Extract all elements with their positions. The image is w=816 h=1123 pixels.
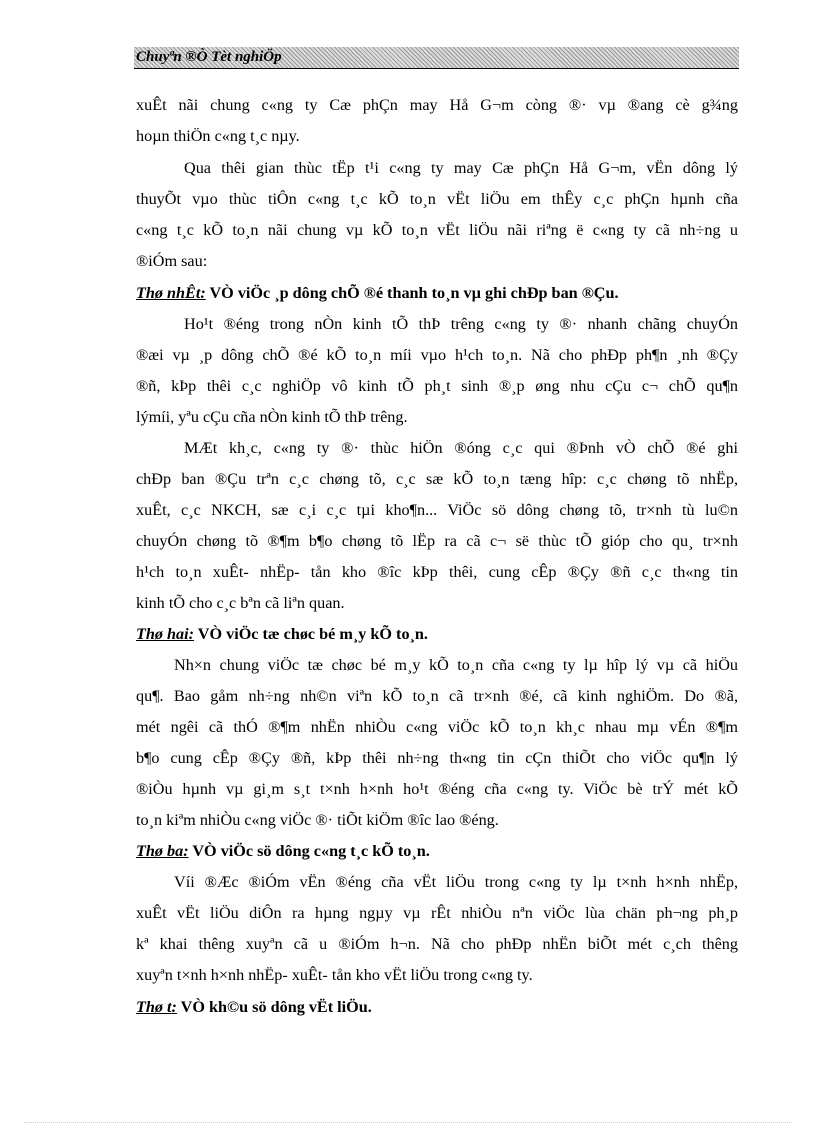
s1-line-9: h¹ch to¸n xuÊt- nhËp- tån kho ®îc kÞp thêi, cung cÊp ®Çy ®ñ c¸c th«ng tin — [136, 563, 738, 581]
s3-line-2: xuÊt vËt liÖu diÔn ra hµng ngµy vµ rÊt nhiÒu nªn viÖc lùa chän ph¬ng ph¸p — [136, 904, 738, 922]
section-2-heading — [136, 624, 738, 644]
s2-line-3: mét ngêi cã thÓ ®¶m nhËn nhiÒu c«ng viÖc kÕ to¸n kh¸c nhau mµ vÉn ®¶m — [136, 718, 738, 736]
s3-line-4: xuyªn t×nh h×nh nhËp- xuÊt- tån kho vËt liÖu trong c«ng ty. — [136, 966, 533, 984]
section-3-heading — [136, 841, 738, 861]
intro-line-5: c«ng t¸c kÕ to¸n nãi chung vµ kÕ to¸n vËt liÖu nãi riªng ë c«ng ty cã nh÷ng u — [136, 221, 738, 239]
intro-line-4: thuyÕt vµo thùc tiÔn c«ng t¸c kÕ to¸n vËt liÖu em thÊy c¸c phÇn hµnh cña — [136, 190, 738, 208]
section-1-heading — [136, 283, 738, 303]
page-header-band — [134, 47, 739, 69]
section-1-lead: Thø nhÊt: — [136, 284, 206, 302]
s1-line-10: kinh tÕ cho c¸c bªn cã liªn quan. — [136, 594, 345, 612]
intro-line-2: hoµn thiÖn c«ng t¸c nµy. — [136, 127, 300, 145]
s2-line-2: qu¶. Bao gåm nh÷ng nh©n viªn kÕ to¸n cã tr×nh ®é, cã kinh nghiÖm. Do ®ã, — [136, 687, 738, 705]
section-1-title: VÒ viÖc ¸p dông chÕ ®é thanh to¸n vµ ghi chÐp ban ®Çu. — [205, 284, 619, 302]
section-2-lead: Thø hai: — [136, 625, 195, 643]
s3-line-1: Víi ®Æc ®iÓm vËn ®éng cña vËt liÖu trong c«ng ty lµ t×nh h×nh nhËp, — [174, 873, 738, 891]
s1-line-1: Ho¹t ®éng trong nÒn kinh tÕ thÞ trêng c«ng ty ®· nhanh chãng chuyÓn — [184, 315, 738, 333]
section-3-lead: Thø ba: — [136, 842, 189, 860]
s2-line-1: Nh×n chung viÖc tæ chøc bé m¸y kÕ to¸n cña c«ng ty lµ hîp lý vµ cã hiÖu — [174, 656, 738, 674]
s1-line-7: xuÊt, c¸c NKCH, sæ c¸i c¸c tµi kho¶n... ViÖc sö dông chøng tõ, tr×nh tù lu©n — [136, 501, 738, 519]
section-4-heading — [136, 997, 738, 1017]
s1-line-3: ®ñ, kÞp thêi c¸c nghiÖp vô kinh tÕ ph¸t sinh ®¸p øng nhu cÇu c¬ chÕ qu¶n — [136, 377, 738, 395]
s1-line-2: ®æi vµ ¸p dông chÕ ®é kÕ to¸n míi vµo h¹ch to¸n. Nã cho phÐp ph¶n ¸nh ®Çy — [136, 346, 738, 364]
section-4-title: VÒ kh©u sö dông vËt liÖu. — [176, 998, 372, 1016]
header-title: Chuyªn ®Ò Tèt nghiÖp — [136, 49, 282, 65]
s1-line-6: chÐp ban ®Çu trªn c¸c chøng tõ, c¸c sæ kÕ to¸n tæng hîp: c¸c chøng tõ nhËp, — [136, 470, 738, 488]
s2-line-4: b¶o cung cÊp ®Çy ®ñ, kÞp thêi nh÷ng th«ng tin cÇn thiÕt cho viÖc qu¶n lý — [136, 749, 738, 767]
section-2-title: VÒ viÖc tæ chøc bé m¸y kÕ to¸n. — [194, 625, 428, 643]
section-4-lead: Thø t: — [136, 998, 177, 1016]
intro-line-3: Qua thêi gian thùc tËp t¹i c«ng ty may Cæ phÇn Hå G¬m, vËn dông lý — [184, 159, 738, 177]
s3-line-3: kª khai thêng xuyªn cã u ®iÓm h¬n. Nã cho phÐp nhËn biÕt mét c¸ch thêng — [136, 935, 738, 953]
s2-line-6: to¸n kiªm nhiÒu c«ng viÖc ®· tiÕt kiÖm ®îc lao ®éng. — [136, 811, 499, 829]
s1-line-8: chuyÓn chøng tõ ®¶m b¶o chøng tõ lËp ra cã c¬ së thùc tÕ gióp cho qu¸ tr×nh — [136, 532, 738, 550]
s2-line-5: ®iÒu hµnh vµ gi¸m s¸t t×nh h×nh ho¹t ®éng cña c«ng ty. ViÖc bè trÝ mét kÕ — [136, 780, 738, 798]
intro-line-6: ®iÓm sau: — [136, 252, 208, 270]
section-3-title: VÒ viÖc sö dông c«ng t¸c kÕ to¸n. — [188, 842, 430, 860]
s1-line-4: lýmíi, yªu cÇu cña nÒn kinh tÕ thÞ trêng. — [136, 408, 408, 426]
intro-line-1: xuÊt nãi chung c«ng ty Cæ phÇn may Hå G¬m còng ®· vµ ®ang cè g¾ng — [136, 96, 738, 114]
s1-line-5: MÆt kh¸c, c«ng ty ®· thùc hiÖn ®óng c¸c qui ®Þnh vÒ chÕ ®é ghi — [184, 439, 738, 457]
